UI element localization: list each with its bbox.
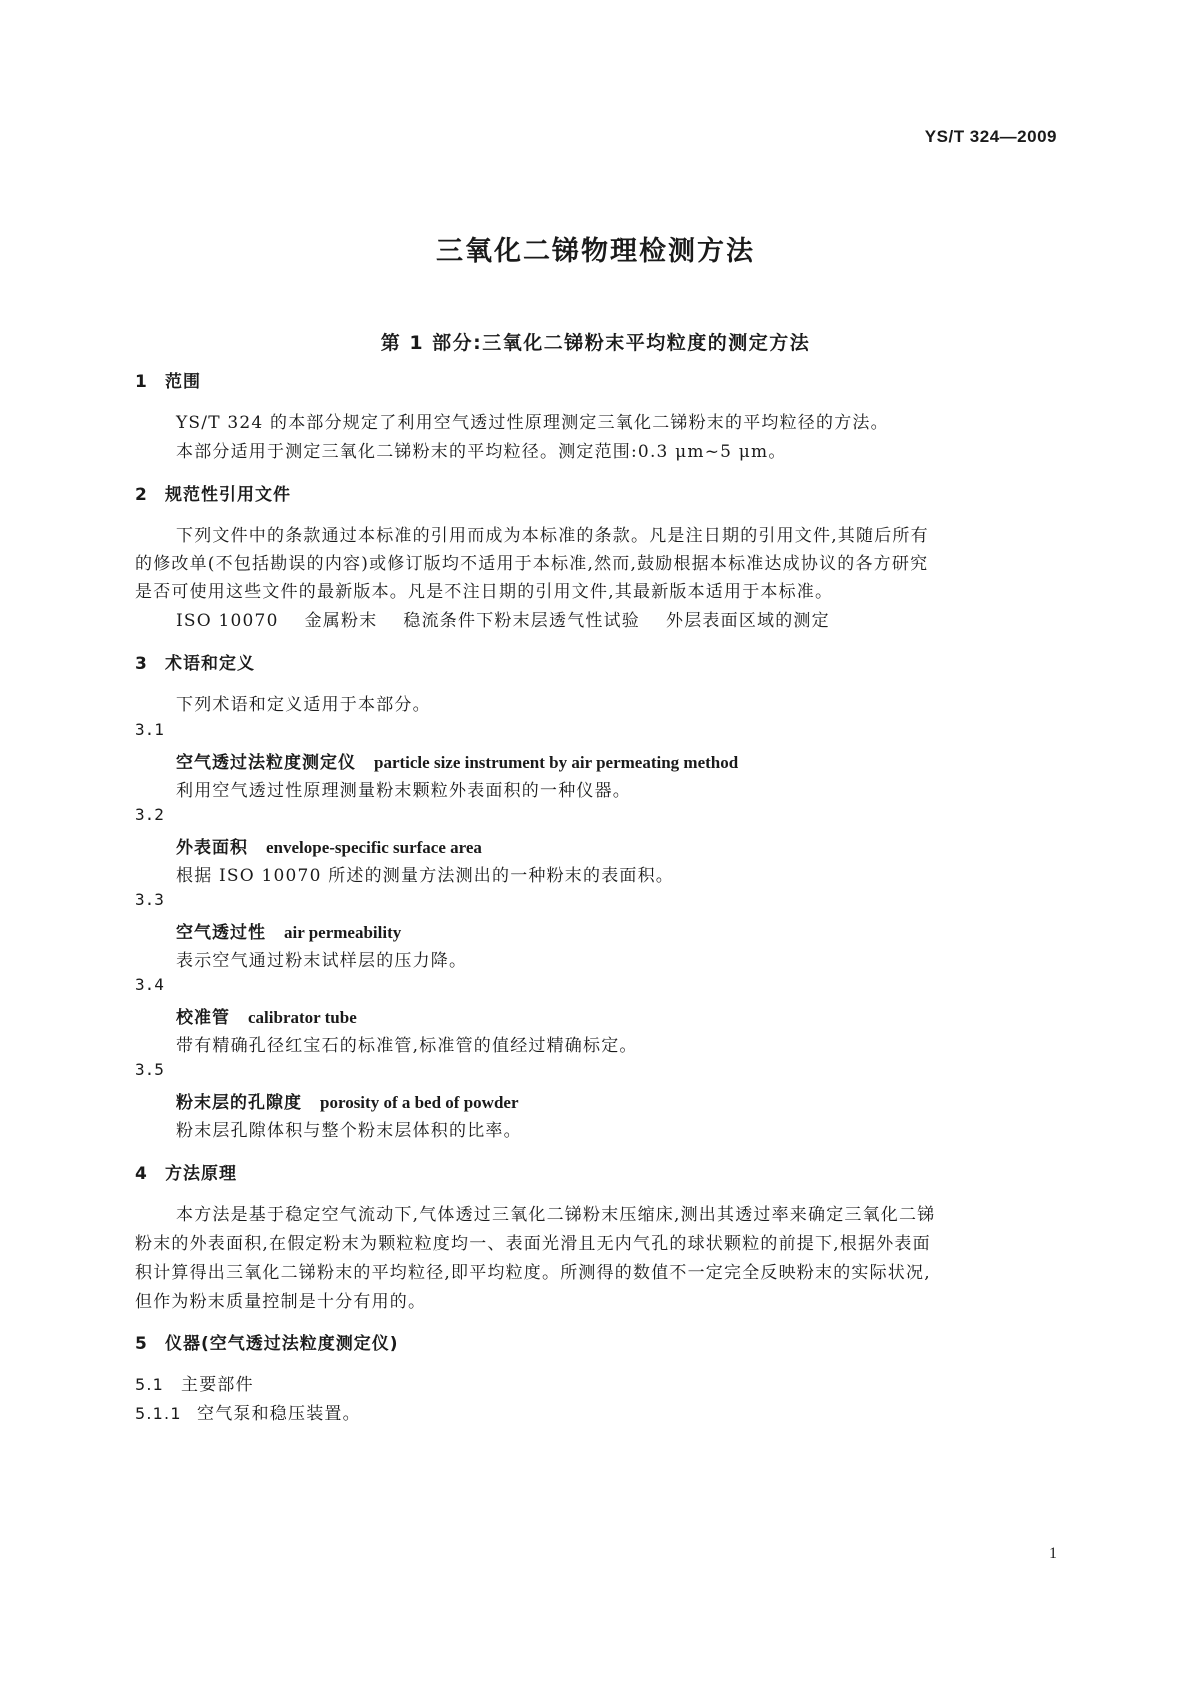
section-title: 方法原理 <box>165 1164 237 1184</box>
section-2-line-1: 下列文件中的条款通过本标准的引用而成为本标准的条款。凡是注日期的引用文件,其随后所有 <box>176 526 929 546</box>
term-definition: 带有精确孔径红宝石的标准管,标准管的值经过精确标定。 <box>176 1036 638 1056</box>
term-definition: 根据 ISO 10070 所述的测量方法测出的一种粉末的表面积。 <box>176 866 674 886</box>
section-number: 2 <box>135 485 148 505</box>
term-entry <box>176 1003 357 1028</box>
clause-text: 空气泵和稳压装置。 <box>197 1404 361 1424</box>
section-title: 仪器(空气透过法粒度测定仪) <box>165 1334 399 1354</box>
clause-5-1 <box>135 1370 254 1395</box>
section-4-line-2: 粉末的外表面积,在假定粉末为颗粒粒度均一、表面光滑且无内气孔的球状颗粒的前提下,根据外表面 <box>135 1234 931 1254</box>
term-definition: 利用空气透过性原理测量粉末颗粒外表面积的一种仪器。 <box>176 781 631 801</box>
document-title: 三氧化二锑物理检测方法 <box>436 236 755 267</box>
clause-number: 5.1.1 <box>135 1404 182 1423</box>
section-5-heading <box>135 1329 399 1354</box>
term-number: 3.5 <box>135 1060 164 1079</box>
section-number: 3 <box>135 654 148 674</box>
section-number: 4 <box>135 1164 148 1184</box>
section-2-heading <box>135 480 291 505</box>
reference-code: ISO 10070 <box>176 611 279 631</box>
section-2-line-2: 的修改单(不包括勘误的内容)或修订版均不适用于本标准,然而,鼓励根据本标准达成协议的各方研究 <box>135 554 929 574</box>
term-chinese: 空气透过法粒度测定仪 <box>176 753 356 773</box>
term-number: 3.4 <box>135 975 164 994</box>
normative-reference <box>176 606 830 631</box>
clause-text: 主要部件 <box>181 1375 254 1395</box>
term-chinese: 外表面积 <box>176 838 248 858</box>
section-number: 5 <box>135 1334 148 1354</box>
term-english: air permeability <box>284 923 402 942</box>
section-4-line-1: 本方法是基于稳定空气流动下,气体透过三氧化二锑粉末压缩床,测出其透过率来确定三氧化二锑 <box>176 1205 936 1225</box>
term-english: calibrator tube <box>248 1008 357 1027</box>
term-english: envelope-specific surface area <box>266 838 482 857</box>
standard-number: YS/T 324—2009 <box>924 127 1057 146</box>
section-4-line-4: 但作为粉末质量控制是十分有用的。 <box>135 1292 427 1312</box>
term-number: 3.1 <box>135 720 164 739</box>
section-3-heading <box>135 649 255 674</box>
term-definition: 表示空气通过粉末试样层的压力降。 <box>176 951 468 971</box>
section-4-line-3: 积计算得出三氧化二锑粉末的平均粒径,即平均粒度。所测得的数值不一定完全反映粉末的实际状况, <box>135 1263 931 1283</box>
section-3-intro: 下列术语和定义适用于本部分。 <box>176 695 431 715</box>
section-title: 规范性引用文件 <box>165 485 291 505</box>
clause-5-1-1 <box>135 1399 361 1424</box>
section-1-heading <box>135 367 201 392</box>
section-1-paragraph-2: 本部分适用于测定三氧化二锑粉末的平均粒径。测定范围:0.3 μm~5 μm。 <box>176 442 787 462</box>
term-entry <box>176 918 401 943</box>
section-1-paragraph-1: YS/T 324 的本部分规定了利用空气透过性原理测定三氧化二锑粉末的平均粒径的方法。 <box>176 413 889 433</box>
term-chinese: 校准管 <box>176 1008 230 1028</box>
term-definition: 粉末层孔隙体积与整个粉末层体积的比率。 <box>176 1121 522 1141</box>
term-entry <box>176 748 738 773</box>
term-english: particle size instrument by air permeating method <box>374 753 739 772</box>
reference-title-b: 稳流条件下粉末层透气性试验 <box>403 611 641 631</box>
section-4-heading <box>135 1159 237 1184</box>
term-english: porosity of a bed of powder <box>320 1093 519 1112</box>
section-number: 1 <box>135 372 148 392</box>
term-entry <box>176 1088 519 1113</box>
section-title: 范围 <box>165 372 201 392</box>
term-number: 3.2 <box>135 805 164 824</box>
reference-title-a: 金属粉末 <box>304 611 378 631</box>
page-number: 1 <box>1049 1545 1057 1562</box>
term-chinese: 空气透过性 <box>176 923 266 943</box>
section-title: 术语和定义 <box>165 654 255 674</box>
term-chinese: 粉末层的孔隙度 <box>176 1093 302 1113</box>
reference-title-c: 外层表面区域的测定 <box>666 611 830 631</box>
section-2-line-3: 是否可使用这些文件的最新版本。凡是不注日期的引用文件,其最新版本适用于本标准。 <box>135 582 834 602</box>
part-title: 第 1 部分:三氧化二锑粉末平均粒度的测定方法 <box>380 332 811 354</box>
term-entry <box>176 833 482 858</box>
term-number: 3.3 <box>135 890 164 909</box>
clause-number: 5.1 <box>135 1375 165 1394</box>
